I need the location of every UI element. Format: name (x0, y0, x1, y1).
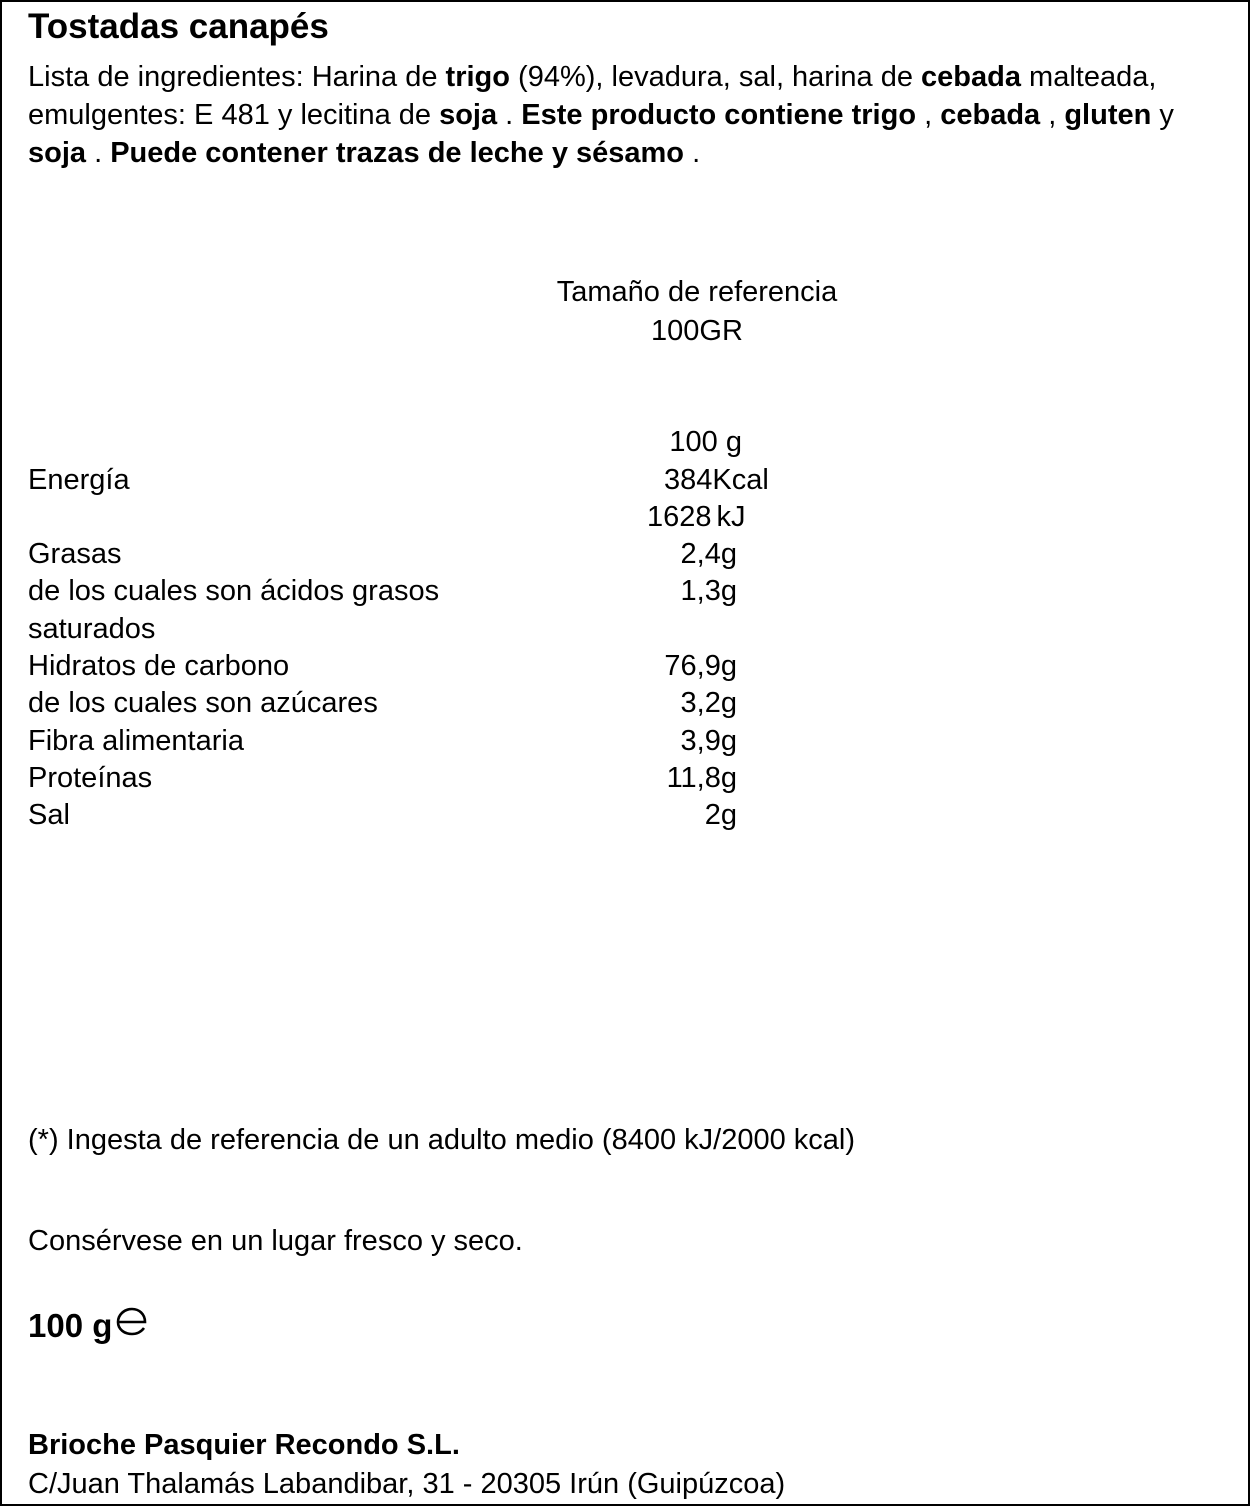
allergen-text: cebada (921, 61, 1021, 93)
ingredient-text: . (86, 137, 111, 169)
fat-label: Grasas (28, 538, 122, 570)
protein-label: Proteínas (28, 762, 153, 794)
estimated-e-mark-icon (114, 1305, 150, 1346)
net-quantity-value: 100 g (28, 1306, 113, 1344)
ingredient-text: , (916, 99, 941, 131)
reference-intake-footnote: (*) Ingesta de referencia de un adulto medio (8400 kJ/2000 kcal) (28, 1124, 855, 1156)
ingredient-text: , (1040, 99, 1065, 131)
protein-value: 11,8g (666, 762, 737, 794)
allergen-text: Puede contener trazas de leche y sésamo (110, 137, 685, 169)
allergen-text: trigo (445, 61, 510, 93)
ingredients-text (28, 58, 1218, 172)
company-address: C/Juan Thalamás Labandibar, 31 - 20305 Irún (Guipúzcoa) (28, 1468, 786, 1500)
ingredient-text: (94%), levadura, sal, harina de (509, 61, 922, 93)
fibre-label: Fibra alimentaria (28, 725, 244, 757)
energy-kcal-unit: Kcal (712, 464, 769, 496)
company-name: Brioche Pasquier Recondo S.L. (28, 1429, 460, 1461)
ingredient-text: . (497, 99, 522, 131)
product-title: Tostadas canapés (28, 7, 329, 46)
saturates-value: 1,3g (680, 575, 737, 607)
energy-kj-unit: kJ (716, 501, 746, 533)
carbohydrates-label: Hidratos de carbono (28, 650, 290, 682)
saturates-label: de los cuales son ácidos grasos (28, 575, 440, 607)
net-quantity (28, 1305, 150, 1346)
fibre-value: 3,9g (680, 725, 737, 757)
carbohydrates-value: 76,9g (664, 650, 737, 682)
ingredient-text: malteada, emulgentes: E 481 y lecitina de (28, 61, 1157, 131)
energy-label: Energía (28, 464, 130, 496)
ingredient-text: Lista de ingredientes: Harina de (28, 61, 446, 93)
ingredient-text: . (684, 137, 701, 169)
allergen-text: soja (439, 99, 498, 131)
energy-kj (647, 499, 746, 535)
allergen-text: soja (28, 137, 87, 169)
salt-value: 2g (704, 799, 737, 831)
storage-instructions: Consérvese en un lugar fresco y seco. (28, 1225, 523, 1257)
sugars-value: 3,2g (680, 687, 737, 719)
ingredient-text: y (1151, 99, 1174, 131)
reference-size-value: 100GR (651, 315, 743, 347)
allergen-text: gluten (1064, 99, 1152, 131)
saturates-label-line2: saturados (28, 613, 156, 645)
reference-size-label: Tamaño de referencia (556, 276, 838, 308)
energy-kcal-value: 384 (664, 464, 713, 496)
allergen-text: cebada (940, 99, 1041, 131)
energy-kj-value: 1628 (647, 501, 712, 533)
nutrition-column-header: 100 g (669, 426, 742, 458)
fat-value: 2,4g (680, 538, 737, 570)
salt-label: Sal (28, 799, 70, 831)
sugars-label: de los cuales son azúcares (28, 687, 378, 719)
allergen-text: Este producto contiene trigo (521, 99, 917, 131)
energy-kcal (664, 462, 769, 498)
